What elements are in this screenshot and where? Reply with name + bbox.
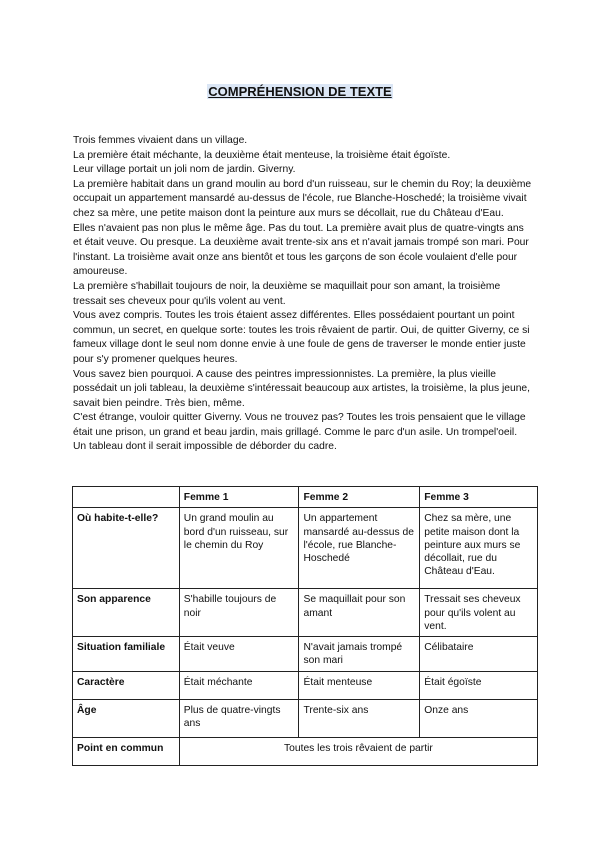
title-text: COMPRÉHENSION DE TEXTE — [208, 84, 392, 99]
row-label: Âge — [73, 700, 180, 738]
table-cell: Se maquillait pour son amant — [299, 589, 420, 637]
row-label: Point en commun — [73, 738, 180, 766]
table-row — [73, 672, 538, 700]
table-cell: Était égoïste — [420, 672, 538, 700]
table-row — [73, 589, 538, 637]
table-cell: Célibataire — [420, 637, 538, 672]
row-label: Son apparence — [73, 589, 180, 637]
header-cell: Femme 2 — [299, 487, 420, 508]
table-cell: Tressait ses cheveux pour qu'ils volent au vent. — [420, 589, 538, 637]
table-cell: Était menteuse — [299, 672, 420, 700]
paragraph: Elles n'avaient pas non plus le même âge. Pas du tout. La première avait plus de quatre-vingts ans et était veuve. Ou presque. La deuxième avait trente-six ans et n'avait jamais trompé son mari. Pour l'instant. La troisième avait onze ans bientôt et tous les garçons de son école voulaient d'elle pour amoureuse. — [73, 222, 529, 278]
table-cell: Était veuve — [179, 637, 299, 672]
table-header-row — [73, 487, 538, 508]
table-cell: Trente-six ans — [299, 700, 420, 738]
comparison-table — [72, 486, 538, 766]
row-label: Où habite-t-elle? — [73, 508, 180, 589]
table-cell: N'avait jamais trompé son mari — [299, 637, 420, 672]
paragraph: Vous avez compris. Toutes les trois étaient assez différentes. Elles possédaient pourtant un point commun, un secret, en quelque sorte: toutes les trois rêvaient de partir. Oui, de quitter Giverny, ce si fameux village dont le seul nom donne envie à une foule de gens de traverser le monde entier juste pour s'y promener quelques heures. — [73, 310, 530, 365]
common-point-cell: Toutes les trois rêvaient de partir — [179, 738, 537, 766]
table-cell: Un grand moulin au bord d'un ruisseau, sur le chemin du Roy — [179, 508, 299, 589]
header-cell: Femme 1 — [179, 487, 299, 508]
row-label: Caractère — [73, 672, 180, 700]
paragraph: Leur village portait un joli nom de jardin. Giverny. — [73, 164, 296, 176]
paragraph: La première s'habillait toujours de noir, la deuxième se maquillait pour son amant, la troisième tressait ses cheveux pour qu'ils volent au vent. — [73, 280, 501, 307]
story-text — [73, 134, 533, 455]
table-cell: Était méchante — [179, 672, 299, 700]
row-label: Situation familiale — [73, 637, 180, 672]
paragraph: La première était méchante, la deuxième était menteuse, la troisième était égoïste. — [73, 149, 451, 161]
header-cell: Femme 3 — [420, 487, 538, 508]
table-cell: Onze ans — [420, 700, 538, 738]
table-row — [73, 637, 538, 672]
table-row — [73, 508, 538, 589]
paragraph: Vous savez bien pourquoi. A cause des peintres impressionnistes. La première, la plus vieille possédait un joli tableau, la deuxième s'intéressait beaucoup aux artistes, la troisième, la plus jeune, savait bien peindre. Très bien, même. — [73, 368, 531, 409]
table-row — [73, 700, 538, 738]
paragraph: La première habitait dans un grand moulin au bord d'un ruisseau, sur le chemin du Roy; la deuxième occupait un appartement mansardé au-dessus de l'école, rue Blanche-Hoschedé; la troisième vivait chez sa mère, une petite maison dont la peinture aux murs se décollait, rue du Château d'Eau. — [73, 178, 532, 219]
page-title — [0, 84, 600, 99]
table-cell: Chez sa mère, une petite maison dont la peinture aux murs se décollait, rue du Château d'Eau. — [420, 508, 538, 589]
table-cell: S'habille toujours de noir — [179, 589, 299, 637]
header-cell — [73, 487, 180, 508]
table-cell: Un appartement mansardé au-dessus de l'école, rue Blanche-Hoschedé — [299, 508, 420, 589]
table-row-common — [73, 738, 538, 766]
paragraph: Trois femmes vivaient dans un village. — [73, 135, 248, 146]
table-cell: Plus de quatre-vingts ans — [179, 700, 299, 738]
paragraph: C'est étrange, vouloir quitter Giverny. Vous ne trouvez pas? Toutes les trois pensaient que le village était une prison, un grand et beau jardin, mais grillagé. Comme le parc d'un asile. Un trompel'oeil. Un tableau dont il serait impossible de déborder du cadre. — [73, 412, 526, 453]
